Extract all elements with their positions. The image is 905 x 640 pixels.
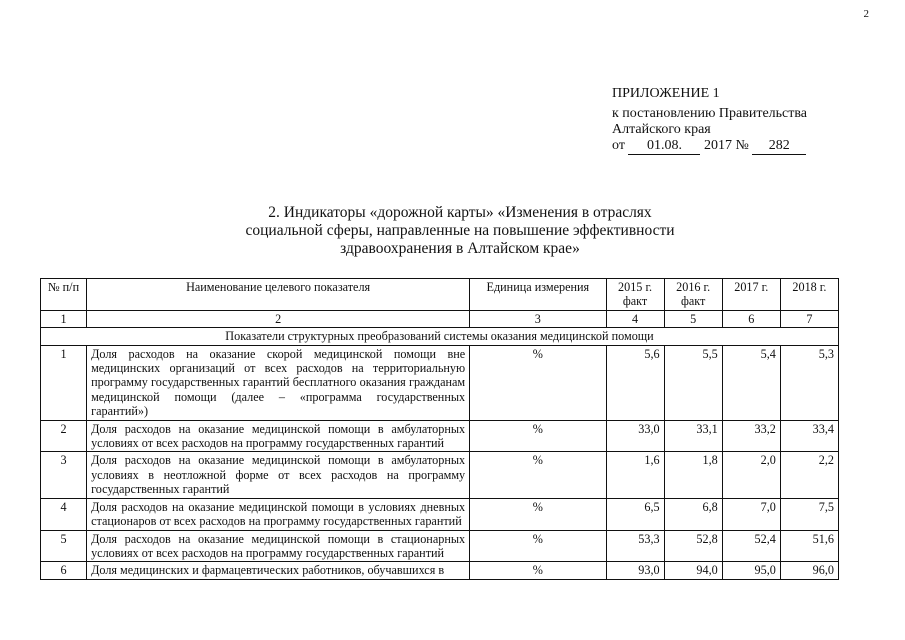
column-number: 4 — [606, 310, 664, 327]
appendix-block — [612, 86, 807, 155]
appendix-title: ПРИЛОЖЕНИЕ 1 — [612, 86, 720, 101]
row-value-2016: 33,1 — [664, 420, 722, 452]
row-value-2016: 5,5 — [664, 345, 722, 420]
table-row — [41, 345, 839, 420]
row-value-2015: 33,0 — [606, 420, 664, 452]
appendix-number: 282 — [752, 138, 806, 155]
indicators-table — [40, 278, 839, 580]
section-title: Показатели структурных преобразований системы оказания медицинской помощи — [41, 328, 839, 345]
row-unit: % — [470, 498, 606, 530]
row-value-2015: 53,3 — [606, 530, 664, 562]
section-row — [41, 328, 839, 345]
appendix-date: 01.08. — [628, 138, 700, 155]
table-row — [41, 420, 839, 452]
row-value-2018: 96,0 — [780, 562, 838, 579]
row-value-2015: 5,6 — [606, 345, 664, 420]
document-title-line-1: 2. Индикаторы «дорожной карты» «Изменения в отраслях — [268, 204, 652, 221]
table-row — [41, 452, 839, 498]
row-value-2018: 51,6 — [780, 530, 838, 562]
header-name: Наименование целевого показателя — [87, 279, 470, 311]
table-row — [41, 562, 839, 579]
row-value-2016: 52,8 — [664, 530, 722, 562]
header-2018: 2018 г. — [780, 279, 838, 311]
document-title — [160, 204, 760, 258]
row-unit: % — [470, 562, 606, 579]
header-2015: 2015 г. факт — [606, 279, 664, 311]
row-value-2016: 1,8 — [664, 452, 722, 498]
column-number: 1 — [41, 310, 87, 327]
row-number: 2 — [41, 420, 87, 452]
row-value-2016: 94,0 — [664, 562, 722, 579]
row-value-2017: 2,0 — [722, 452, 780, 498]
row-unit: % — [470, 530, 606, 562]
table-row — [41, 530, 839, 562]
row-value-2017: 5,4 — [722, 345, 780, 420]
row-value-2015: 93,0 — [606, 562, 664, 579]
row-value-2015: 6,5 — [606, 498, 664, 530]
row-value-2017: 33,2 — [722, 420, 780, 452]
appendix-prefix: от — [612, 138, 625, 153]
document-title-line-2: социальной сферы, направленные на повышение эффективности — [245, 222, 675, 239]
row-value-2017: 7,0 — [722, 498, 780, 530]
row-name: Доля расходов на оказание медицинской помощи в амбулаторных условиях от всех расходов на программу государственных гарантий — [87, 420, 470, 452]
column-number: 2 — [87, 310, 470, 327]
document-title-line-3: здравоохранения в Алтайском крае» — [340, 240, 580, 257]
column-number: 7 — [780, 310, 838, 327]
row-unit: % — [470, 345, 606, 420]
appendix-year: 2017 № — [703, 138, 749, 153]
row-value-2018: 7,5 — [780, 498, 838, 530]
row-name: Доля расходов на оказание медицинской помощи в стационарных условиях от всех расходов на программу государственных гарантий — [87, 530, 470, 562]
appendix-line-1: к постановлению Правительства — [612, 106, 808, 121]
row-number: 4 — [41, 498, 87, 530]
row-value-2015: 1,6 — [606, 452, 664, 498]
row-value-2018: 5,3 — [780, 345, 838, 420]
row-unit: % — [470, 452, 606, 498]
row-name: Доля медицинских и фармацевтических работников, обучавшихся в — [87, 562, 470, 579]
row-value-2017: 52,4 — [722, 530, 780, 562]
appendix-line-2: Алтайского края — [612, 122, 711, 137]
header-2017: 2017 г. — [722, 279, 780, 311]
row-number: 6 — [41, 562, 87, 579]
header-unit: Единица измерения — [470, 279, 606, 311]
row-name: Доля расходов на оказание скорой медицинской помощи вне медицинских организаций от всех расходов на территориальную программу государственных гарантий бесплатного оказания гражданам медицинской помощи (далее – «программа государственных гарантий») — [87, 345, 470, 420]
row-value-2016: 6,8 — [664, 498, 722, 530]
header-2016: 2016 г. факт — [664, 279, 722, 311]
row-value-2017: 95,0 — [722, 562, 780, 579]
row-value-2018: 33,4 — [780, 420, 838, 452]
row-number: 1 — [41, 345, 87, 420]
row-number: 3 — [41, 452, 87, 498]
appendix-date-line — [612, 138, 807, 155]
row-name: Доля расходов на оказание медицинской помощи в амбулаторных условиях в неотложной форме от всех расходов на программу государственных гарантий — [87, 452, 470, 498]
column-number: 3 — [470, 310, 606, 327]
row-unit: % — [470, 420, 606, 452]
column-number: 5 — [664, 310, 722, 327]
header-num: № п/п — [41, 279, 87, 311]
page-number: 2 — [863, 8, 869, 20]
row-value-2018: 2,2 — [780, 452, 838, 498]
row-number: 5 — [41, 530, 87, 562]
column-number: 6 — [722, 310, 780, 327]
column-numbers-row — [41, 310, 839, 327]
header-row — [41, 279, 839, 311]
table-row — [41, 498, 839, 530]
row-name: Доля расходов на оказание медицинской помощи в условиях дневных стационаров от всех расходов на программу государственных гарантий — [87, 498, 470, 530]
